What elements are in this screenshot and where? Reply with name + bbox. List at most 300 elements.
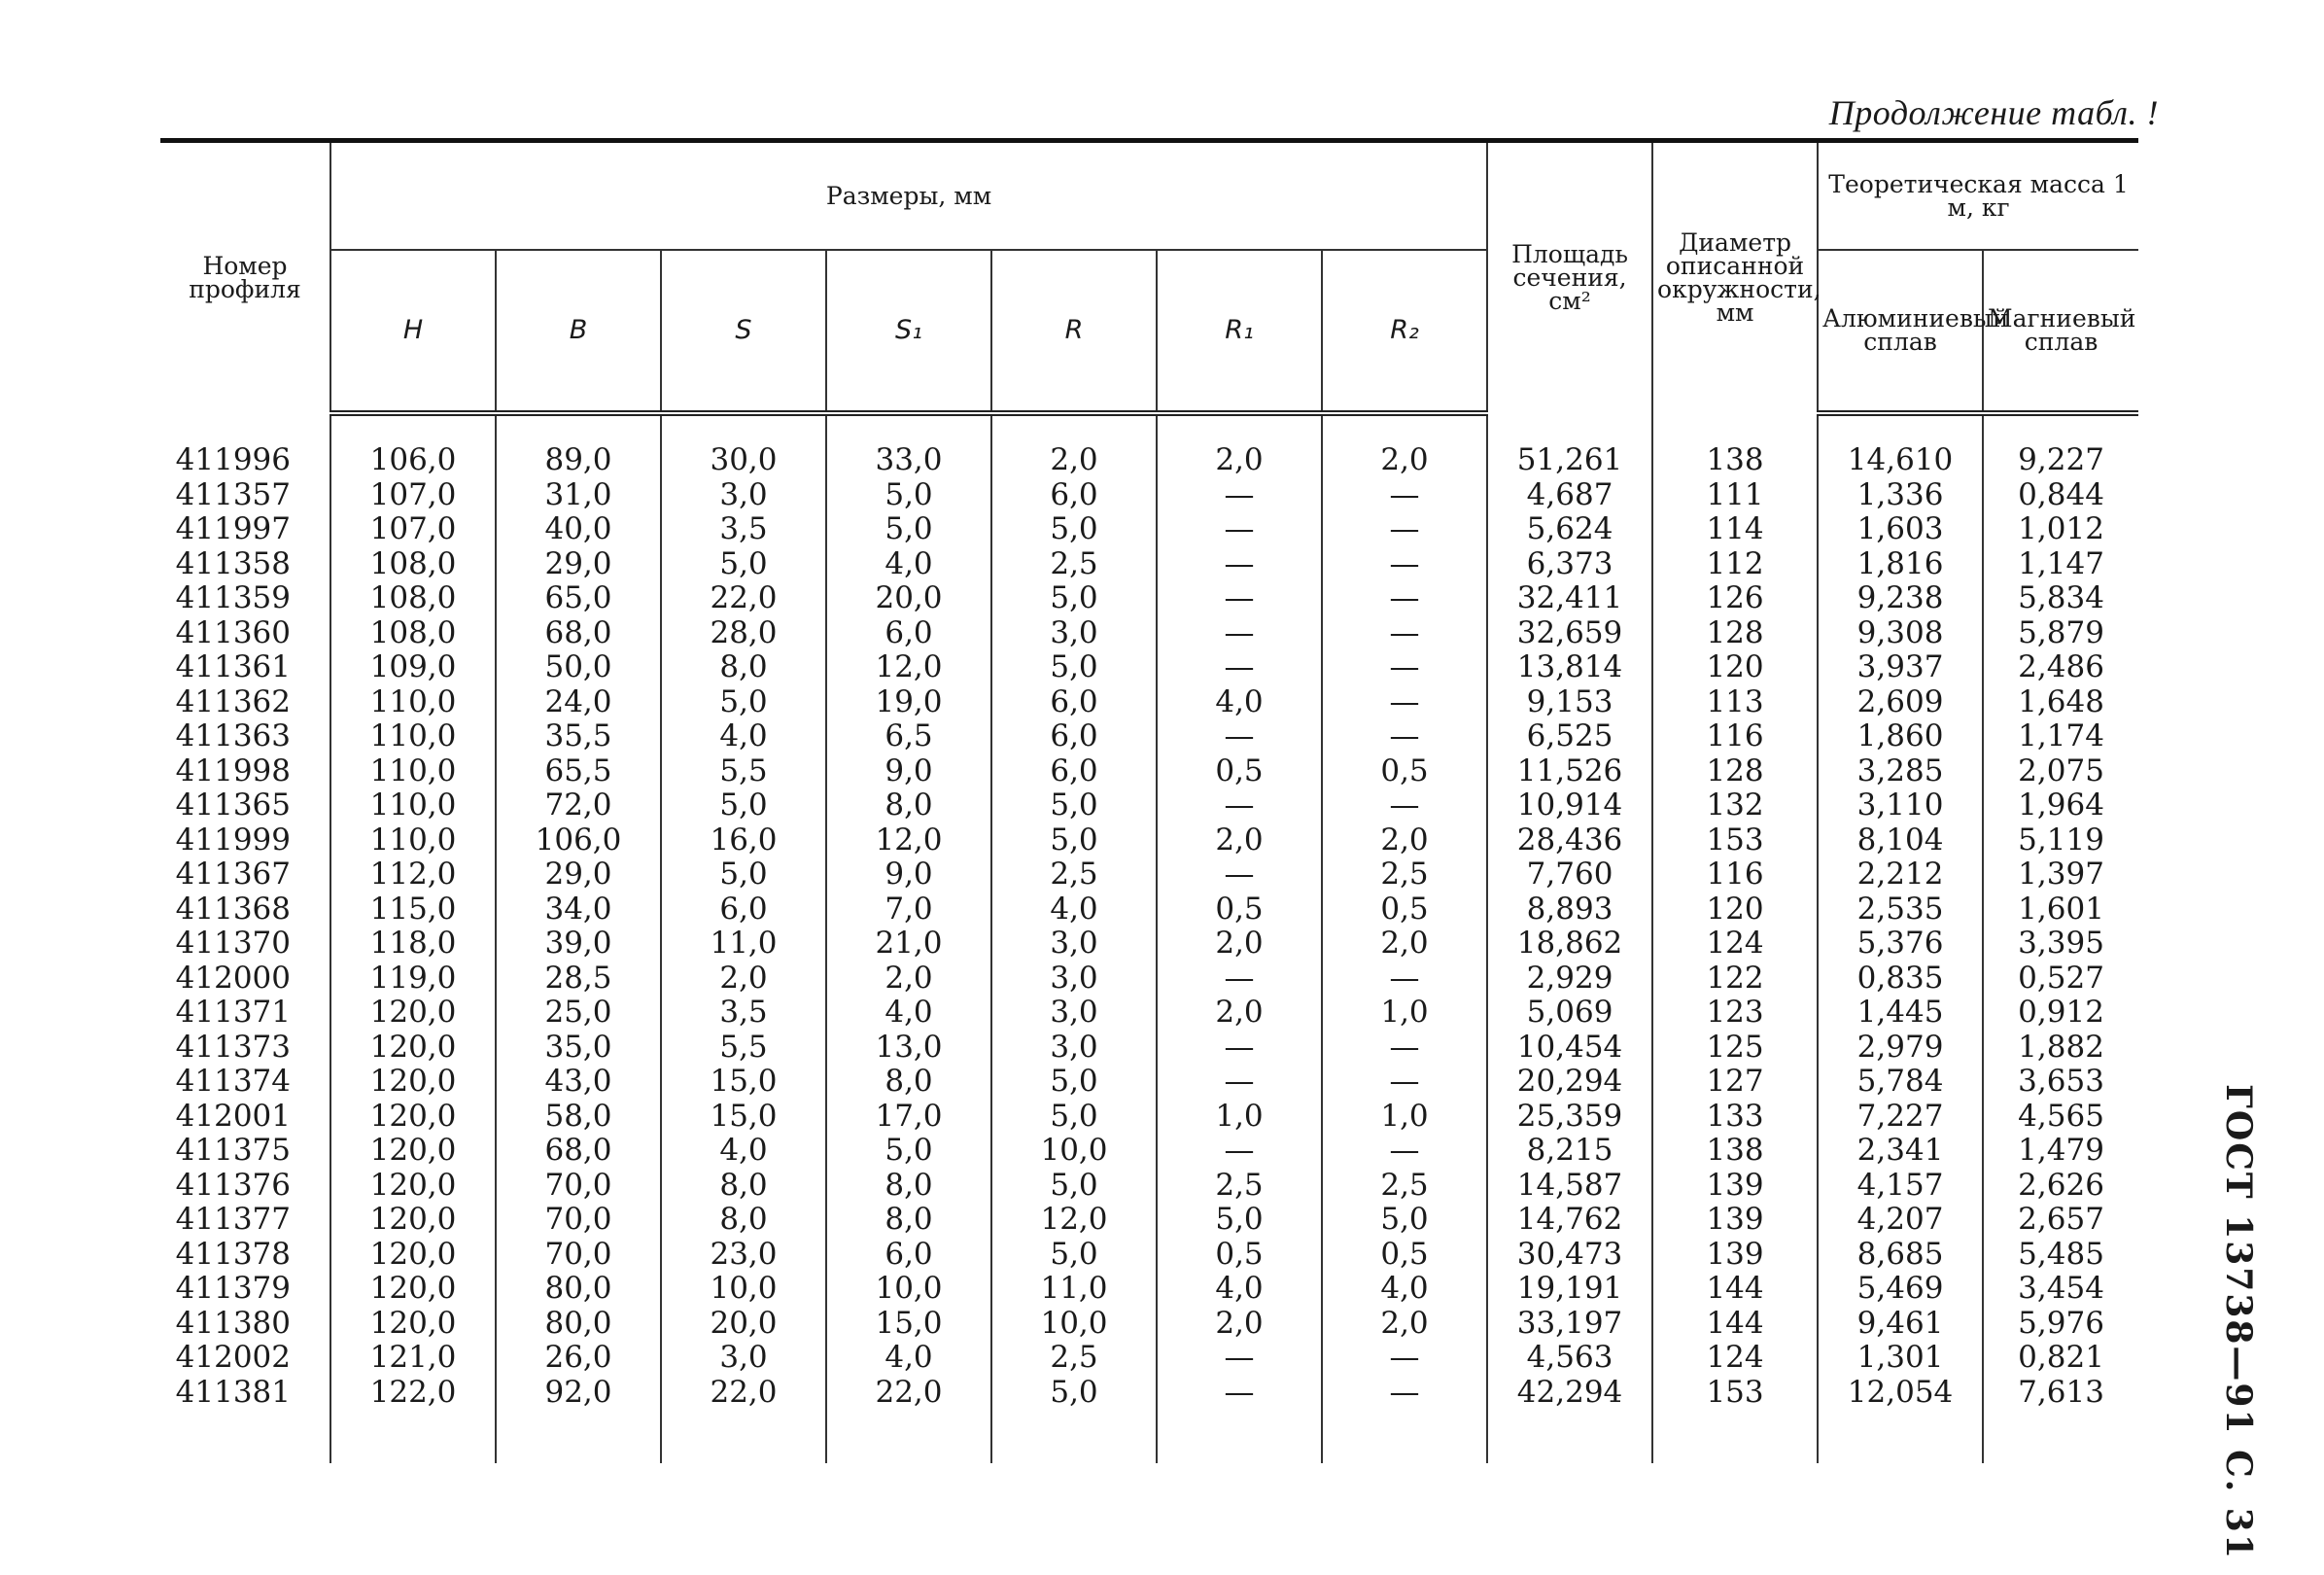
cell-profile-number: 411363 bbox=[175, 718, 291, 753]
cell-magnesium-mass: 1,174 bbox=[1983, 719, 2138, 754]
cell-h: 108,0 bbox=[330, 616, 496, 651]
cell-aluminum-mass: 1,301 bbox=[1818, 1341, 1983, 1376]
cell-profile-number: 411360 bbox=[175, 614, 291, 650]
cell-s: 5,0 bbox=[661, 788, 826, 823]
cell-h: 120,0 bbox=[330, 1031, 496, 1066]
cell-s: 3,5 bbox=[661, 996, 826, 1031]
cell-area: 28,436 bbox=[1487, 823, 1652, 858]
table-row bbox=[160, 512, 2138, 547]
cell-r: 3,0 bbox=[991, 996, 1157, 1031]
cell-s: 22,0 bbox=[661, 1376, 826, 1411]
cell-aluminum-mass: 14,610 bbox=[1818, 443, 1983, 478]
table-row bbox=[160, 1065, 2138, 1100]
cell-area: 11,526 bbox=[1487, 754, 1652, 789]
cell-aluminum-mass: 7,227 bbox=[1818, 1100, 1983, 1135]
cell-s: 8,0 bbox=[661, 1169, 826, 1204]
cell-s1: 5,0 bbox=[826, 478, 991, 513]
cell-s1: 22,0 bbox=[826, 1376, 991, 1411]
cell-profile-number: 411365 bbox=[175, 788, 291, 822]
cell-magnesium-mass: 1,479 bbox=[1983, 1134, 2138, 1169]
cell-h: 120,0 bbox=[330, 1307, 496, 1342]
cell-r1: — bbox=[1157, 512, 1322, 547]
cell-h: 107,0 bbox=[330, 478, 496, 513]
cell-aluminum-mass: 9,238 bbox=[1818, 581, 1983, 616]
table-row bbox=[160, 1203, 2138, 1238]
cell-r1: — bbox=[1157, 1065, 1322, 1100]
table-row bbox=[160, 1169, 2138, 1204]
cell-profile-number: 411379 bbox=[175, 1271, 291, 1306]
cell-s: 3,0 bbox=[661, 1341, 826, 1376]
cell-aluminum-mass: 12,054 bbox=[1818, 1376, 1983, 1411]
cell-profile-number: 412001 bbox=[175, 1098, 291, 1134]
cell-r1: 0,5 bbox=[1157, 1238, 1322, 1273]
cell-r2: 2,0 bbox=[1322, 1307, 1487, 1342]
table-tail-row bbox=[160, 1410, 2138, 1463]
cell-r: 5,0 bbox=[991, 1169, 1157, 1204]
cell-r2: 1,0 bbox=[1322, 996, 1487, 1031]
cell-r2: — bbox=[1322, 512, 1487, 547]
cell-profile-number: 411358 bbox=[175, 545, 291, 581]
cell-b: 35,0 bbox=[496, 1031, 661, 1066]
cell-h: 121,0 bbox=[330, 1341, 496, 1376]
table-row bbox=[160, 892, 2138, 928]
cell-profile-number: 412002 bbox=[175, 1340, 291, 1375]
cell-diameter: 120 bbox=[1652, 650, 1818, 685]
cell-r: 4,0 bbox=[991, 892, 1157, 928]
header-r2: R₂ bbox=[1322, 250, 1487, 413]
cell-r1: 4,0 bbox=[1157, 685, 1322, 720]
table-row bbox=[160, 1307, 2138, 1342]
cell-r2: 2,0 bbox=[1322, 823, 1487, 858]
cell-r2: — bbox=[1322, 1134, 1487, 1169]
cell-r1: — bbox=[1157, 962, 1322, 997]
cell-h: 120,0 bbox=[330, 1203, 496, 1238]
cell-r2: 0,5 bbox=[1322, 892, 1487, 928]
table-row bbox=[160, 1134, 2138, 1169]
header-profile-number: Номер профиля bbox=[160, 141, 330, 414]
table-row bbox=[160, 685, 2138, 720]
cell-r: 5,0 bbox=[991, 512, 1157, 547]
cell-b: 40,0 bbox=[496, 512, 661, 547]
header-s: S bbox=[661, 250, 826, 413]
cell-diameter: 123 bbox=[1652, 996, 1818, 1031]
cell-b: 26,0 bbox=[496, 1341, 661, 1376]
cell-profile-number: 411999 bbox=[175, 822, 291, 858]
cell-h: 110,0 bbox=[330, 788, 496, 823]
cell-area: 7,760 bbox=[1487, 858, 1652, 892]
cell-s1: 8,0 bbox=[826, 788, 991, 823]
cell-diameter: 139 bbox=[1652, 1203, 1818, 1238]
cell-magnesium-mass: 5,119 bbox=[1983, 823, 2138, 858]
table-spacer-row bbox=[160, 413, 2138, 443]
cell-s: 5,0 bbox=[661, 547, 826, 582]
cell-s: 5,0 bbox=[661, 858, 826, 892]
cell-diameter: 112 bbox=[1652, 547, 1818, 582]
header-r1: R₁ bbox=[1157, 250, 1322, 413]
cell-r2: 0,5 bbox=[1322, 1238, 1487, 1273]
cell-r2: 2,5 bbox=[1322, 1169, 1487, 1204]
cell-aluminum-mass: 5,784 bbox=[1818, 1065, 1983, 1100]
cell-profile-number: 411359 bbox=[175, 580, 291, 615]
cell-r: 6,0 bbox=[991, 478, 1157, 513]
cell-magnesium-mass: 2,626 bbox=[1983, 1169, 2138, 1204]
cell-aluminum-mass: 3,937 bbox=[1818, 650, 1983, 685]
cell-r1: — bbox=[1157, 1031, 1322, 1066]
header-theoretical-mass-group: Теоретическая масса 1 м, кг bbox=[1818, 141, 2138, 251]
cell-area: 14,587 bbox=[1487, 1169, 1652, 1204]
header-circumscribed-diameter: Диаметр описанной окружности, мм bbox=[1652, 141, 1818, 414]
cell-s1: 4,0 bbox=[826, 547, 991, 582]
cell-aluminum-mass: 4,157 bbox=[1818, 1169, 1983, 1204]
cell-s1: 13,0 bbox=[826, 1031, 991, 1066]
cell-h: 119,0 bbox=[330, 962, 496, 997]
cell-b: 31,0 bbox=[496, 478, 661, 513]
header-aluminum-alloy: Алюминиевый сплав bbox=[1818, 250, 1983, 413]
cell-h: 108,0 bbox=[330, 547, 496, 582]
cell-aluminum-mass: 1,603 bbox=[1818, 512, 1983, 547]
cell-r1: — bbox=[1157, 1341, 1322, 1376]
cell-r: 5,0 bbox=[991, 788, 1157, 823]
table-row bbox=[160, 478, 2138, 513]
cell-aluminum-mass: 2,979 bbox=[1818, 1031, 1983, 1066]
cell-r1: 2,0 bbox=[1157, 443, 1322, 478]
cell-s: 8,0 bbox=[661, 650, 826, 685]
cell-s1: 6,0 bbox=[826, 1238, 991, 1273]
table-row bbox=[160, 1031, 2138, 1066]
cell-diameter: 144 bbox=[1652, 1272, 1818, 1307]
cell-r: 11,0 bbox=[991, 1272, 1157, 1307]
cell-b: 29,0 bbox=[496, 547, 661, 582]
cell-r1: 2,0 bbox=[1157, 927, 1322, 962]
cell-area: 4,687 bbox=[1487, 478, 1652, 513]
cell-area: 19,191 bbox=[1487, 1272, 1652, 1307]
cell-h: 110,0 bbox=[330, 685, 496, 720]
cell-profile-number: 411375 bbox=[175, 1133, 291, 1168]
table-row bbox=[160, 1238, 2138, 1273]
cell-area: 18,862 bbox=[1487, 927, 1652, 962]
cell-r1: 4,0 bbox=[1157, 1272, 1322, 1307]
cell-r2: — bbox=[1322, 650, 1487, 685]
cell-area: 4,563 bbox=[1487, 1341, 1652, 1376]
cell-diameter: 139 bbox=[1652, 1238, 1818, 1273]
cell-r: 6,0 bbox=[991, 719, 1157, 754]
cell-area: 33,197 bbox=[1487, 1307, 1652, 1342]
cell-b: 29,0 bbox=[496, 858, 661, 892]
cell-diameter: 111 bbox=[1652, 478, 1818, 513]
cell-aluminum-mass: 8,104 bbox=[1818, 823, 1983, 858]
cell-area: 51,261 bbox=[1487, 443, 1652, 478]
cell-magnesium-mass: 1,397 bbox=[1983, 858, 2138, 892]
cell-s1: 9,0 bbox=[826, 754, 991, 789]
cell-diameter: 138 bbox=[1652, 443, 1818, 478]
cell-r: 5,0 bbox=[991, 650, 1157, 685]
cell-diameter: 124 bbox=[1652, 927, 1818, 962]
cell-b: 106,0 bbox=[496, 823, 661, 858]
cell-s1: 7,0 bbox=[826, 892, 991, 928]
cell-b: 68,0 bbox=[496, 616, 661, 651]
cell-s: 22,0 bbox=[661, 581, 826, 616]
cell-aluminum-mass: 5,376 bbox=[1818, 927, 1983, 962]
cell-profile-number: 411361 bbox=[175, 649, 291, 684]
cell-r2: — bbox=[1322, 1376, 1487, 1411]
cell-area: 30,473 bbox=[1487, 1238, 1652, 1273]
cell-profile-number: 411371 bbox=[175, 995, 291, 1030]
cell-h: 106,0 bbox=[330, 443, 496, 478]
cell-s1: 2,0 bbox=[826, 962, 991, 997]
cell-h: 110,0 bbox=[330, 823, 496, 858]
cell-magnesium-mass: 1,012 bbox=[1983, 512, 2138, 547]
cell-s1: 6,5 bbox=[826, 719, 991, 754]
cell-aluminum-mass: 1,336 bbox=[1818, 478, 1983, 513]
cell-s1: 5,0 bbox=[826, 1134, 991, 1169]
cell-s: 20,0 bbox=[661, 1307, 826, 1342]
cell-profile-number: 411996 bbox=[175, 442, 291, 477]
cell-b: 89,0 bbox=[496, 443, 661, 478]
cell-s: 5,0 bbox=[661, 685, 826, 720]
cell-diameter: 116 bbox=[1652, 719, 1818, 754]
cell-h: 107,0 bbox=[330, 512, 496, 547]
cell-diameter: 128 bbox=[1652, 616, 1818, 651]
cell-r: 6,0 bbox=[991, 754, 1157, 789]
cell-area: 42,294 bbox=[1487, 1376, 1652, 1411]
cell-r2: — bbox=[1322, 719, 1487, 754]
cell-s: 3,5 bbox=[661, 512, 826, 547]
cell-b: 24,0 bbox=[496, 685, 661, 720]
cell-b: 65,5 bbox=[496, 754, 661, 789]
cell-r1: — bbox=[1157, 650, 1322, 685]
cell-area: 10,914 bbox=[1487, 788, 1652, 823]
cell-s: 11,0 bbox=[661, 927, 826, 962]
cell-r: 3,0 bbox=[991, 616, 1157, 651]
cell-b: 43,0 bbox=[496, 1065, 661, 1100]
table-row bbox=[160, 1341, 2138, 1376]
cell-s: 16,0 bbox=[661, 823, 826, 858]
cell-r1: — bbox=[1157, 1376, 1322, 1411]
cell-r1: 2,0 bbox=[1157, 823, 1322, 858]
cell-diameter: 122 bbox=[1652, 962, 1818, 997]
cell-area: 14,762 bbox=[1487, 1203, 1652, 1238]
header-dimensions-group: Размеры, мм bbox=[330, 141, 1487, 251]
cell-profile-number: 411374 bbox=[175, 1064, 291, 1099]
cell-r1: — bbox=[1157, 547, 1322, 582]
cell-r2: 4,0 bbox=[1322, 1272, 1487, 1307]
cell-diameter: 139 bbox=[1652, 1169, 1818, 1204]
cell-aluminum-mass: 3,110 bbox=[1818, 788, 1983, 823]
cell-h: 112,0 bbox=[330, 858, 496, 892]
cell-magnesium-mass: 1,964 bbox=[1983, 788, 2138, 823]
cell-area: 5,624 bbox=[1487, 512, 1652, 547]
cell-h: 110,0 bbox=[330, 754, 496, 789]
table-row bbox=[160, 754, 2138, 789]
cell-diameter: 133 bbox=[1652, 1100, 1818, 1135]
cell-magnesium-mass: 0,844 bbox=[1983, 478, 2138, 513]
cell-s: 23,0 bbox=[661, 1238, 826, 1273]
cell-r2: — bbox=[1322, 1031, 1487, 1066]
cell-area: 8,215 bbox=[1487, 1134, 1652, 1169]
cell-aluminum-mass: 9,308 bbox=[1818, 616, 1983, 651]
cell-r2: 2,0 bbox=[1322, 927, 1487, 962]
table-row bbox=[160, 650, 2138, 685]
cell-r: 2,5 bbox=[991, 858, 1157, 892]
cell-r: 12,0 bbox=[991, 1203, 1157, 1238]
cell-r: 6,0 bbox=[991, 685, 1157, 720]
cell-r: 5,0 bbox=[991, 1065, 1157, 1100]
cell-profile-number: 411997 bbox=[175, 511, 291, 546]
cell-r1: 0,5 bbox=[1157, 892, 1322, 928]
table-row bbox=[160, 823, 2138, 858]
cell-s: 15,0 bbox=[661, 1065, 826, 1100]
cell-r1: 5,0 bbox=[1157, 1203, 1322, 1238]
cell-h: 120,0 bbox=[330, 1169, 496, 1204]
cell-s: 28,0 bbox=[661, 616, 826, 651]
cell-r: 2,5 bbox=[991, 1341, 1157, 1376]
cell-s1: 10,0 bbox=[826, 1272, 991, 1307]
cell-r: 5,0 bbox=[991, 823, 1157, 858]
cell-profile-number: 411370 bbox=[175, 926, 291, 961]
cell-b: 35,5 bbox=[496, 719, 661, 754]
cell-b: 39,0 bbox=[496, 927, 661, 962]
cell-diameter: 114 bbox=[1652, 512, 1818, 547]
cell-r: 10,0 bbox=[991, 1307, 1157, 1342]
cell-r1: 2,0 bbox=[1157, 1307, 1322, 1342]
header-b: B bbox=[496, 250, 661, 413]
cell-b: 65,0 bbox=[496, 581, 661, 616]
header-h: H bbox=[330, 250, 496, 413]
cell-area: 2,929 bbox=[1487, 962, 1652, 997]
cell-r2: 5,0 bbox=[1322, 1203, 1487, 1238]
cell-r2: 2,0 bbox=[1322, 443, 1487, 478]
cell-r2: 2,5 bbox=[1322, 858, 1487, 892]
cell-magnesium-mass: 5,879 bbox=[1983, 616, 2138, 651]
cell-diameter: 153 bbox=[1652, 823, 1818, 858]
cell-magnesium-mass: 7,613 bbox=[1983, 1376, 2138, 1411]
cell-aluminum-mass: 2,535 bbox=[1818, 892, 1983, 928]
cell-s1: 9,0 bbox=[826, 858, 991, 892]
cell-diameter: 132 bbox=[1652, 788, 1818, 823]
cell-diameter: 128 bbox=[1652, 754, 1818, 789]
header-r: R bbox=[991, 250, 1157, 413]
cell-aluminum-mass: 2,341 bbox=[1818, 1134, 1983, 1169]
table-row bbox=[160, 1272, 2138, 1307]
cell-area: 32,411 bbox=[1487, 581, 1652, 616]
cell-diameter: 126 bbox=[1652, 581, 1818, 616]
cell-r2: — bbox=[1322, 1065, 1487, 1100]
cell-r: 5,0 bbox=[991, 1100, 1157, 1135]
cell-h: 108,0 bbox=[330, 581, 496, 616]
cell-area: 5,069 bbox=[1487, 996, 1652, 1031]
cell-s1: 5,0 bbox=[826, 512, 991, 547]
cell-s1: 8,0 bbox=[826, 1169, 991, 1204]
table-row bbox=[160, 1100, 2138, 1135]
table-row bbox=[160, 927, 2138, 962]
cell-magnesium-mass: 3,653 bbox=[1983, 1065, 2138, 1100]
cell-r: 5,0 bbox=[991, 1238, 1157, 1273]
cell-magnesium-mass: 0,821 bbox=[1983, 1341, 2138, 1376]
cell-s: 3,0 bbox=[661, 478, 826, 513]
cell-h: 110,0 bbox=[330, 719, 496, 754]
table-row bbox=[160, 547, 2138, 582]
cell-s1: 12,0 bbox=[826, 650, 991, 685]
table-row bbox=[160, 788, 2138, 823]
cell-aluminum-mass: 1,816 bbox=[1818, 547, 1983, 582]
cell-aluminum-mass: 2,609 bbox=[1818, 685, 1983, 720]
cell-s1: 21,0 bbox=[826, 927, 991, 962]
cell-r2: — bbox=[1322, 685, 1487, 720]
cell-s1: 19,0 bbox=[826, 685, 991, 720]
cell-h: 120,0 bbox=[330, 1272, 496, 1307]
cell-r: 10,0 bbox=[991, 1134, 1157, 1169]
cell-diameter: 120 bbox=[1652, 892, 1818, 928]
cell-magnesium-mass: 2,486 bbox=[1983, 650, 2138, 685]
cell-magnesium-mass: 0,912 bbox=[1983, 996, 2138, 1031]
header-magnesium-alloy: Магниевый сплав bbox=[1983, 250, 2138, 413]
cell-diameter: 153 bbox=[1652, 1376, 1818, 1411]
cell-r: 5,0 bbox=[991, 1376, 1157, 1411]
cell-s1: 33,0 bbox=[826, 443, 991, 478]
cell-aluminum-mass: 3,285 bbox=[1818, 754, 1983, 789]
cell-r2: — bbox=[1322, 547, 1487, 582]
cell-area: 25,359 bbox=[1487, 1100, 1652, 1135]
cell-diameter: 127 bbox=[1652, 1065, 1818, 1100]
cell-r2: — bbox=[1322, 478, 1487, 513]
table-continuation-caption: Продолжение табл. ! bbox=[1828, 93, 2159, 132]
cell-b: 70,0 bbox=[496, 1203, 661, 1238]
cell-profile-number: 411373 bbox=[175, 1029, 291, 1065]
cell-profile-number: 411362 bbox=[175, 683, 291, 719]
cell-r1: — bbox=[1157, 581, 1322, 616]
cell-b: 70,0 bbox=[496, 1238, 661, 1273]
cell-s: 10,0 bbox=[661, 1272, 826, 1307]
cell-h: 120,0 bbox=[330, 1134, 496, 1169]
cell-profile-number: 411367 bbox=[175, 857, 291, 892]
cell-magnesium-mass: 5,976 bbox=[1983, 1307, 2138, 1342]
header-section-area: Площадь сечения, см² bbox=[1487, 141, 1652, 414]
table-body bbox=[160, 413, 2138, 1463]
cell-s: 6,0 bbox=[661, 892, 826, 928]
cell-area: 6,373 bbox=[1487, 547, 1652, 582]
cell-diameter: 124 bbox=[1652, 1341, 1818, 1376]
cell-area: 13,814 bbox=[1487, 650, 1652, 685]
cell-r: 3,0 bbox=[991, 927, 1157, 962]
cell-diameter: 144 bbox=[1652, 1307, 1818, 1342]
cell-aluminum-mass: 1,860 bbox=[1818, 719, 1983, 754]
table-row bbox=[160, 1376, 2138, 1411]
cell-r: 2,0 bbox=[991, 443, 1157, 478]
cell-profile-number: 411381 bbox=[175, 1374, 291, 1410]
cell-profile-number: 411377 bbox=[175, 1202, 291, 1237]
cell-area: 8,893 bbox=[1487, 892, 1652, 928]
table-row bbox=[160, 996, 2138, 1031]
cell-profile-number: 411378 bbox=[175, 1236, 291, 1272]
cell-s1: 6,0 bbox=[826, 616, 991, 651]
cell-r1: 1,0 bbox=[1157, 1100, 1322, 1135]
cell-r2: — bbox=[1322, 581, 1487, 616]
cell-s1: 8,0 bbox=[826, 1065, 991, 1100]
cell-r2: 1,0 bbox=[1322, 1100, 1487, 1135]
cell-b: 92,0 bbox=[496, 1376, 661, 1411]
cell-r: 5,0 bbox=[991, 581, 1157, 616]
cell-profile-number: 411998 bbox=[175, 752, 291, 788]
cell-b: 50,0 bbox=[496, 650, 661, 685]
header-s1: S₁ bbox=[826, 250, 991, 413]
table-row bbox=[160, 858, 2138, 892]
cell-s: 5,5 bbox=[661, 754, 826, 789]
cell-r1: 2,5 bbox=[1157, 1169, 1322, 1204]
cell-b: 25,0 bbox=[496, 996, 661, 1031]
cell-area: 6,525 bbox=[1487, 719, 1652, 754]
cell-r2: — bbox=[1322, 1341, 1487, 1376]
cell-r: 3,0 bbox=[991, 1031, 1157, 1066]
